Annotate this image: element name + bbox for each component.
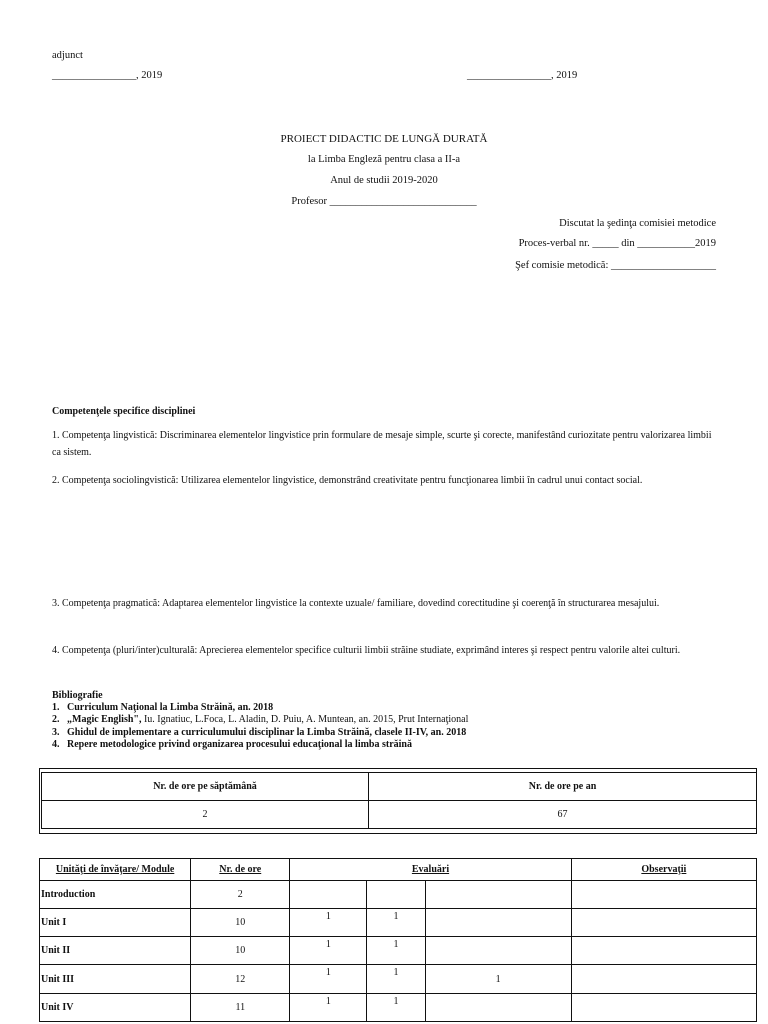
unit-observations <box>571 881 756 909</box>
unit-hours: 10 <box>191 909 290 937</box>
unit-hours: 11 <box>191 994 290 1022</box>
approval-head: Şef comisie metodică: ____________________ <box>515 260 716 271</box>
document-title: PROIECT DIDACTIC DE LUNGĂ DURATĂ <box>280 133 488 145</box>
unit-eval-2: 1 <box>367 965 425 994</box>
unit-eval-3 <box>425 909 571 937</box>
table-row <box>40 937 757 965</box>
table-row <box>40 881 757 909</box>
unit-eval-2: 1 <box>367 994 425 1022</box>
bibliography-item: 2. „Magic English", Iu. Ignatiuc, L.Foca, L. Aladin, D. Puiu, A. Muntean, an. 2015, Prut Internaţional <box>52 714 469 725</box>
unit-name: Unit IV <box>40 994 191 1022</box>
bibliography-item: 3. Ghidul de implementare a curriculumului disciplinar la Limba Străină, clasele II-IV, an. 2018 <box>52 727 467 738</box>
competence-item: 1. Competenţa lingvistică: Discriminarea elementelor lingvistice prin formulare de mesaje simple, scurte şi corecte, manifestând curiozitate pentru valorizarea limbii ca sistem. <box>52 430 712 458</box>
bibliography-item: 4. Repere metodologice privind organizarea procesului educaţional la limba străină <box>52 739 412 750</box>
unit-eval-1: 1 <box>290 937 367 965</box>
document-subject: la Limba Engleză pentru clasa a II-a <box>307 154 461 165</box>
competence-item: 4. Competenţa (pluri/inter)culturală: Aprecierea elementelor specifice culturii limbii străine studiate, exprimând interes şi respect pentru valorile altei culturi. <box>52 645 681 656</box>
unit-eval-1: 1 <box>290 994 367 1022</box>
unit-eval-2: 1 <box>367 937 425 965</box>
hours-week-value: 2 <box>42 801 369 829</box>
hours-year-header: Nr. de ore pe an <box>369 773 757 801</box>
unit-eval-1 <box>290 881 367 909</box>
hours-year-value: 67 <box>369 801 757 829</box>
unit-eval-1: 1 <box>290 965 367 994</box>
competence-item: 2. Competenţa sociolingvistică: Utilizarea elementelor lingvistice, demonstrând creativitate pentru funcţionarea limbii în cadrul unui contact social. <box>52 475 643 486</box>
unit-eval-3 <box>425 881 571 909</box>
table-row <box>40 965 757 994</box>
unit-hours: 12 <box>191 965 290 994</box>
bibliography-item: 1. Curriculum Naţional la Limba Străină, an. 2018 <box>52 702 274 713</box>
competences-heading: Competenţele specifice disciplinei <box>52 406 196 417</box>
hours-week-header: Nr. de ore pe săptămână <box>42 773 369 801</box>
school-year: Anul de studii 2019-2020 <box>330 175 438 186</box>
hours-table <box>41 772 757 829</box>
unit-name: Introduction <box>40 881 191 909</box>
unit-observations <box>571 909 756 937</box>
unit-eval-2: 1 <box>367 909 425 937</box>
unit-eval-1: 1 <box>290 909 367 937</box>
approval-discussed: Discutat la şedinţa comisiei metodice <box>559 218 716 229</box>
date-left: ________________, 2019 <box>52 70 163 81</box>
units-header-hours: Nr. de ore <box>191 859 290 881</box>
role-label: adjunct <box>52 50 83 61</box>
unit-name: Unit I <box>40 909 191 937</box>
units-table <box>39 858 757 1022</box>
bibliography-heading: Bibliografie <box>52 690 103 701</box>
unit-eval-2 <box>367 881 425 909</box>
unit-observations <box>571 994 756 1022</box>
units-header-observations: Observaţii <box>571 859 756 881</box>
unit-name: Unit II <box>40 937 191 965</box>
unit-eval-3 <box>425 994 571 1022</box>
unit-hours: 2 <box>191 881 290 909</box>
unit-hours: 10 <box>191 937 290 965</box>
table-row <box>40 994 757 1022</box>
units-header-evaluations: Evaluări <box>290 859 571 881</box>
unit-name: Unit III <box>40 965 191 994</box>
unit-observations <box>571 937 756 965</box>
teacher-line: Profesor ____________________________ <box>291 196 477 207</box>
table-row <box>40 909 757 937</box>
date-right: ________________, 2019 <box>467 70 578 81</box>
competence-item: 3. Competenţa pragmatică: Adaptarea elementelor lingvistice la contexte uzuale/ familiare, dovedind corectitudine şi coerenţă în structurarea mesajului. <box>52 598 660 609</box>
unit-eval-3: 1 <box>425 965 571 994</box>
units-header-module: Unităţi de învăţare/ Module <box>40 859 191 881</box>
unit-eval-3 <box>425 937 571 965</box>
unit-observations <box>571 965 756 994</box>
approval-minutes: Proces-verbal nr. _____ din ___________2019 <box>518 238 716 249</box>
